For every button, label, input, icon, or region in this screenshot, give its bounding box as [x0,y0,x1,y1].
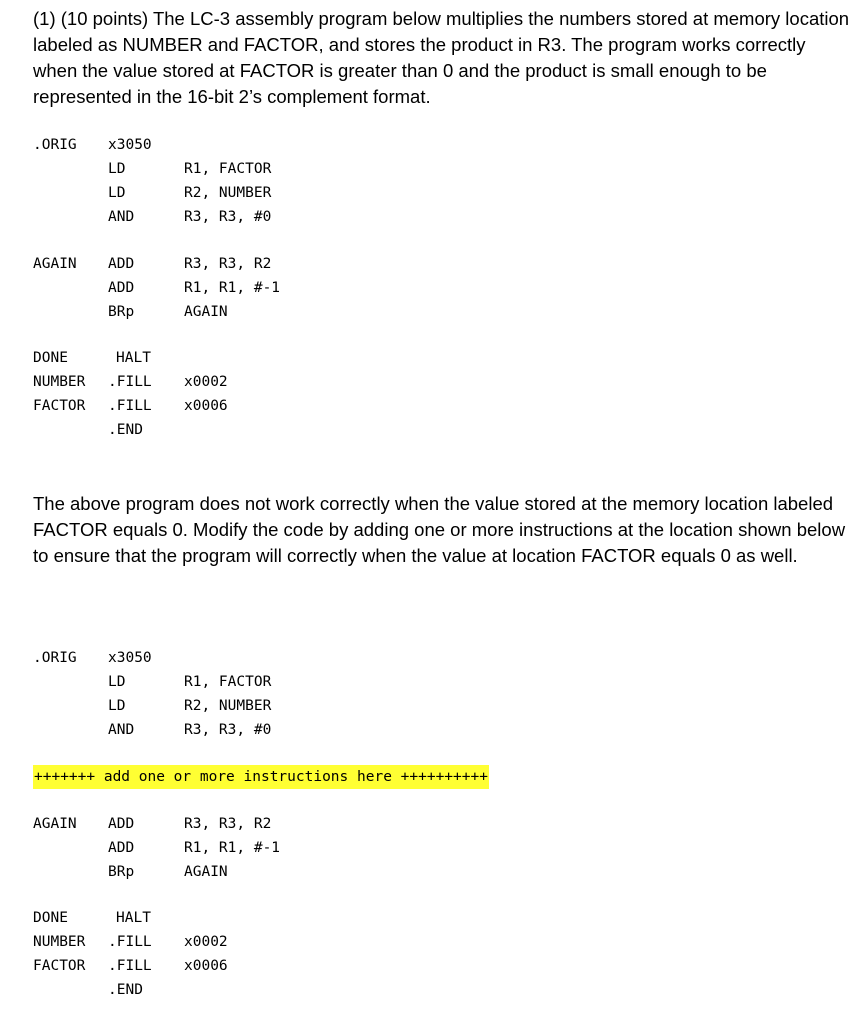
code-operands: R3, R3, #0 [184,722,272,738]
code-operands: x0002 [184,934,228,950]
code-opcode: ADD [108,280,135,296]
code-line [33,181,533,205]
code-operands: R3, R3, #0 [184,209,272,225]
code-opcode: ADD [108,840,135,856]
code-line [33,954,533,978]
code-opcode: BRp [108,864,135,880]
code-opcode: LD [108,698,126,714]
code-label: DONE [33,910,68,926]
code-label: .ORIG [33,137,77,153]
code-line [33,860,533,884]
code-line [33,133,533,157]
code-line [33,906,533,930]
code-opcode: .END [108,422,143,438]
code-label: AGAIN [33,256,77,272]
code-line [33,394,533,418]
code-label: DONE [33,350,68,366]
code-line [33,205,533,229]
code-label: .ORIG [33,650,77,666]
code-label: FACTOR [33,958,86,974]
code-opcode: AND [108,722,135,738]
code-label: NUMBER [33,374,86,390]
code-operands: R2, NUMBER [184,698,272,714]
code-operands: AGAIN [184,864,228,880]
code-opcode: .FILL [108,958,152,974]
code-opcode: AND [108,209,135,225]
code-opcode: ADD [108,256,135,272]
code-line [33,694,533,718]
code-line [33,276,533,300]
question-followup: The above program does not work correctly when the value stored at the memory location labeled FACTOR equals 0. Modify the code by adding one or more instructions at the location shown below to ensure that the program will correctly when the value at location FACTOR equals 0 as well. [33,493,846,566]
code-line [33,252,533,276]
code-operands: AGAIN [184,304,228,320]
code-opcode: BRp [108,304,135,320]
code-label: NUMBER [33,934,86,950]
code-line [33,346,533,370]
code-opcode: .FILL [108,374,152,390]
code-operands: R2, NUMBER [184,185,272,201]
code-line [33,670,533,694]
code-opcode: .END [108,982,143,998]
code-line [33,646,533,670]
code-operands: R1, FACTOR [184,674,272,690]
code-operands: R1, R1, #-1 [184,840,281,856]
code-line [33,370,533,394]
code-label: FACTOR [33,398,86,414]
code-operands: x0006 [184,398,228,414]
code-operands: R1, R1, #-1 [184,280,281,296]
code-opcode: LD [108,185,126,201]
code-line [33,836,533,860]
code-opcode: HALT [116,350,151,366]
code-operands: x0002 [184,374,228,390]
code-opcode: .FILL [108,934,152,950]
code-operands: x0006 [184,958,228,974]
code-opcode: .FILL [108,398,152,414]
code-operands: R3, R3, R2 [184,256,272,272]
question-intro: (1) (10 points) The LC-3 assembly program below multiplies the numbers stored at memory location labeled as NUMBER and FACTOR, and stores the product in R3. The program works correctly when the value stored at FACTOR is greater than 0 and the product is small enough to be represented in the 16-bit 2’s complement format. [33,8,850,107]
code-opcode: x3050 [108,650,152,666]
code-opcode: LD [108,161,126,177]
code-operands: R3, R3, R2 [184,816,272,832]
code-line [33,930,533,954]
code-operands: R1, FACTOR [184,161,272,177]
code-line [33,300,533,324]
code-line [33,418,533,442]
code-opcode: LD [108,674,126,690]
code-opcode: HALT [116,910,151,926]
code-line [33,812,533,836]
code-line [33,718,533,742]
code-label: AGAIN [33,816,77,832]
insert-marker: +++++++ add one or more instructions here ++++++++++ [33,765,489,789]
code-opcode: ADD [108,816,135,832]
code-line [33,157,533,181]
code-line [33,978,533,1002]
code-opcode: x3050 [108,137,152,153]
